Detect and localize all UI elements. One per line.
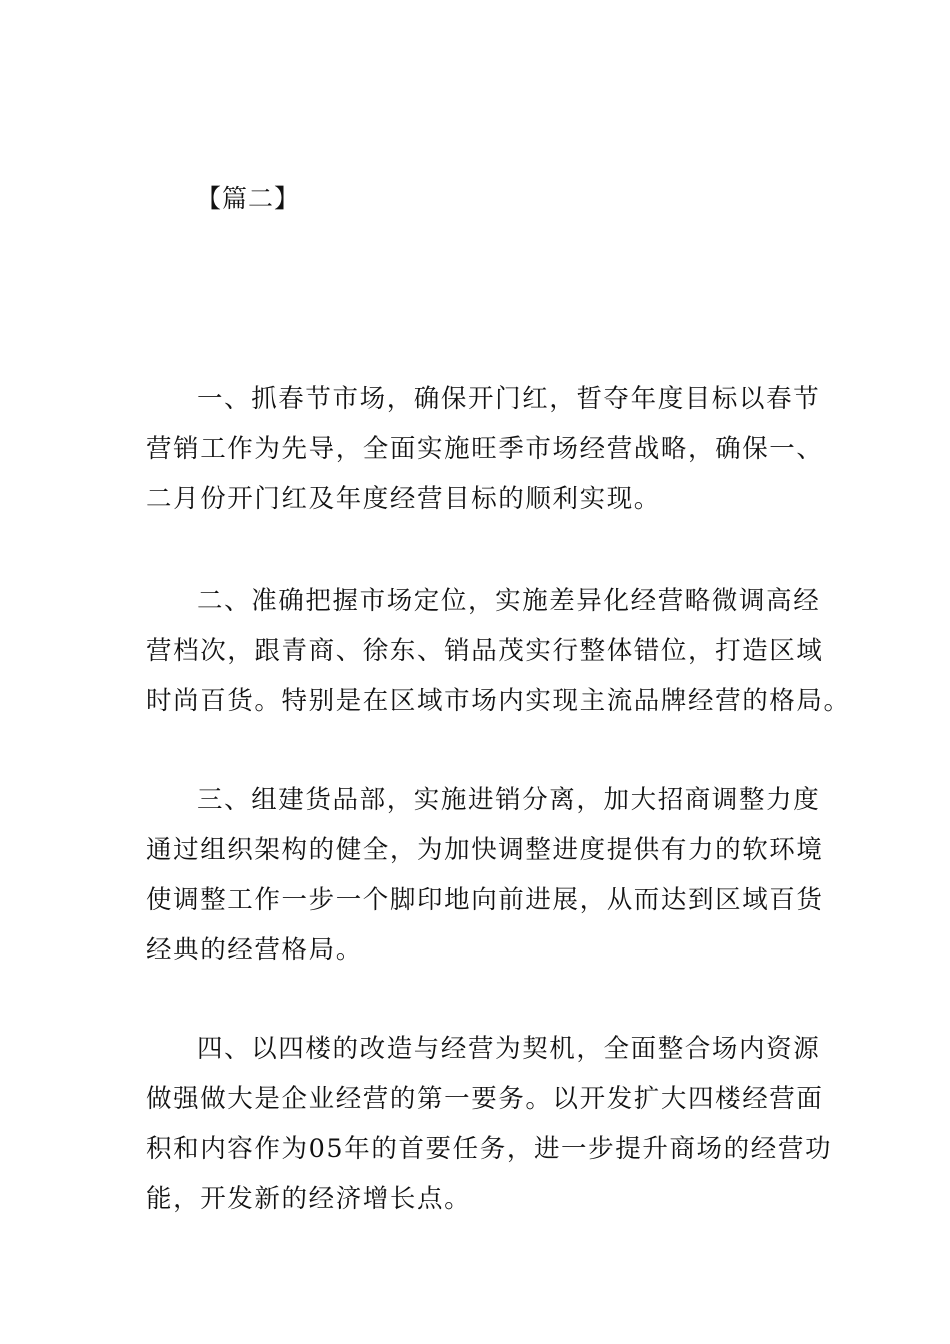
paragraph-line: 做强做大是企业经营的第一要务。以开发扩大四楼经营面 xyxy=(146,1084,824,1114)
paragraph-line: 二月份开门红及年度经营目标的顺利实现。 xyxy=(146,484,661,514)
section-heading: 【篇二】 xyxy=(196,184,301,213)
paragraph-4 xyxy=(146,1024,833,1224)
paragraph-line: 营档次，跟青商、徐东、销品茂实行整体错位，打造区域 xyxy=(146,636,824,666)
paragraph-2 xyxy=(146,576,851,726)
paragraph-line: 能，开发新的经济增长点。 xyxy=(146,1184,472,1214)
paragraph-line: 经典的经营格局。 xyxy=(146,935,363,965)
paragraph-3 xyxy=(146,775,826,975)
paragraph-1 xyxy=(146,374,826,524)
paragraph-line: 通过组织架构的健全，为加快调整进度提供有力的软环境 xyxy=(146,835,824,865)
paragraph-line: 营销工作为先导，全面实施旺季市场经营战略，确保一、 xyxy=(146,434,824,464)
paragraph-line: 三、组建货品部，实施进销分离，加大招商调整力度 xyxy=(197,785,821,815)
paragraph-line: 时尚百货。特别是在区域市场内实现主流品牌经营的格局。 xyxy=(146,686,851,716)
paragraph-line: 一、抓春节市场，确保开门红，晢夺年度目标以春节 xyxy=(197,384,821,414)
paragraph-line: 二、准确把握市场定位，实施差异化经营略微调高经 xyxy=(197,586,821,616)
paragraph-line: 使调整工作一步一个脚印地向前进展，从而达到区域百货 xyxy=(146,885,824,915)
paragraph-line: 积和内容作为05年的首要任务，进一步提升商场的经营功 xyxy=(146,1134,833,1164)
paragraph-line: 四、以四楼的改造与经营为契机，全面整合场内资源 xyxy=(197,1034,821,1064)
